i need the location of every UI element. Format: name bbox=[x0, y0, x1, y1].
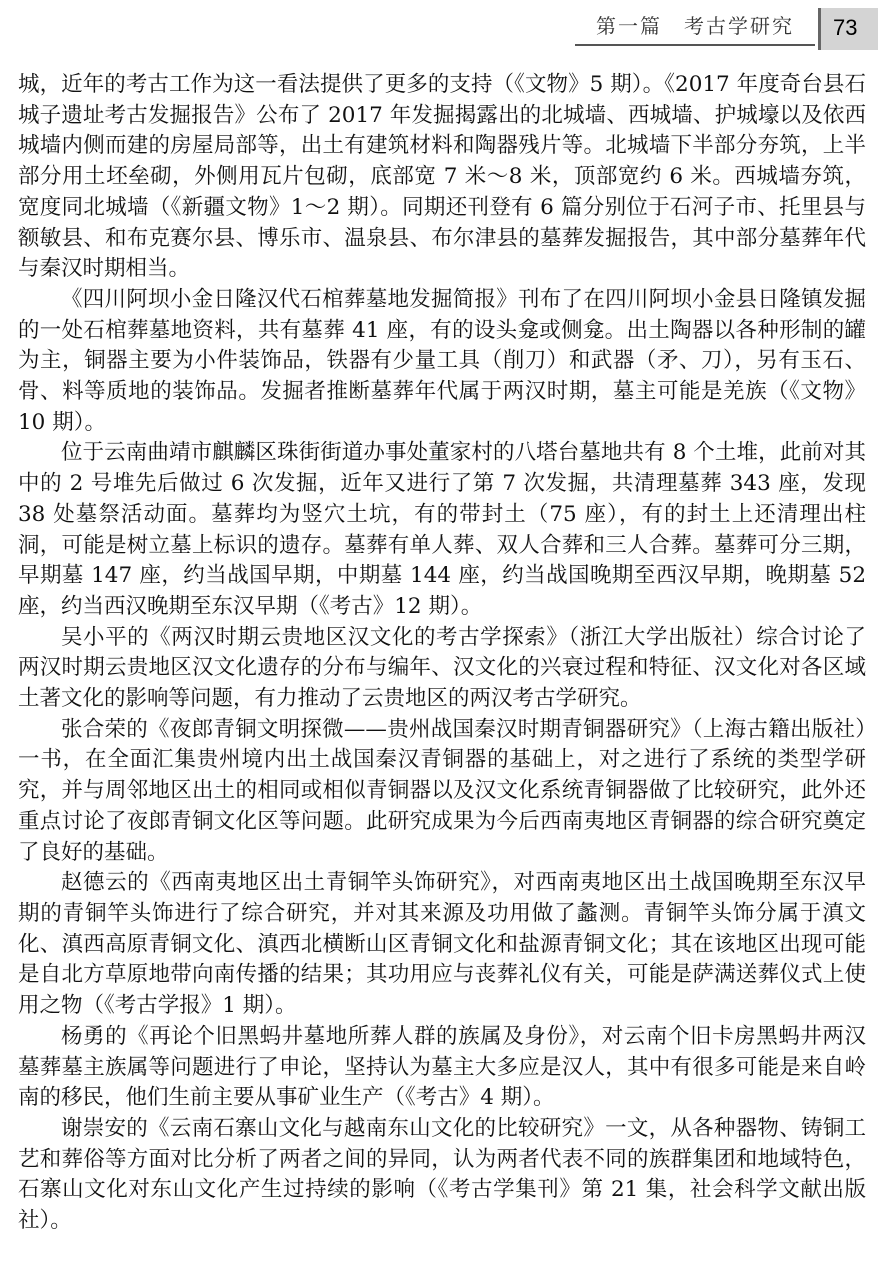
paragraph-yang-yong: 杨勇的《再论个旧黑蚂井墓地所葬人群的族属及身份》，对云南个旧卡房黑蚂井两汉墓葬墓主族属等问题进行了申论，坚持认为墓主大多应是汉人，其中有很多可能是来自岭南的移民，他们生前主要从事矿业生产（《考古》4 期）。 bbox=[18, 1023, 866, 1111]
paragraph-continued: 城，近年的考古工作为这一看法提供了更多的支持（《文物》5 期）。《2017 年度奇台县石城子遗址考古发掘报告》公布了 2017 年发掘揭露出的北城墙、西城墙、护城壕以及依西城墙内侧而建的房屋局部等，出土有建筑材料和陶器残片等。北城墙下半部分夯筑，上半部分用土坯垒砌，外侧用瓦片包砌，底部宽 7 米～8 米，顶部宽约 6 米。西城墙夯筑，宽度同北城墙（《新疆文物》1～2 期）。同期还刊登有 6 篇分别位于石河子市、托里县与额敏县、和布克赛尔县、博乐市、温泉县、布尔津县的墓葬发掘报告，其中部分墓葬年代与秦汉时期相当。 bbox=[18, 72, 866, 282]
page-header bbox=[0, 0, 878, 50]
paragraph-zhang-herong: 张合荣的《夜郎青铜文明探微——贵州战国秦汉时期青铜器研究》（上海古籍出版社）一书，在全面汇集贵州境内出土战国秦汉青铜器的基础上，对之进行了系统的类型学研究，并与周邻地区出土的相同或相似青铜器以及汉文化系统青铜器做了比较研究，此外还重点讨论了夜郎青铜文化区等问题。此研究成果为今后西南夷地区青铜器的综合研究奠定了良好的基础。 bbox=[18, 716, 866, 865]
page-number-box bbox=[818, 8, 878, 50]
page-number: 73 bbox=[833, 15, 858, 40]
body-text bbox=[18, 70, 866, 1237]
paragraph-zhao-deyun: 赵德云的《西南夷地区出土青铜竿头饰研究》，对西南夷地区出土战国晚期至东汉早期的青铜竿头饰进行了综合研究，并对其来源及功用做了蠡测。青铜竿头饰分属于滇文化、滇西高原青铜文化、滇西北横断山区青铜文化和盐源青铜文化；其在该地区出现可能是自北方草原地带向南传播的结果；其功用应与丧葬礼仪有关，可能是萨满送葬仪式上使用之物（《考古学报》1 期）。 bbox=[18, 870, 866, 1019]
paragraph-xie-chongan: 谢崇安的《云南石寨山文化与越南东山文化的比较研究》一文，从各种器物、铸铜工艺和葬俗等方面对比分析了两者之间的异同，认为两者代表不同的族群集团和地域特色，石寨山文化对东山文化产生过持续的影响（《考古学集刊》第 21 集，社会科学文献出版社）。 bbox=[18, 1115, 866, 1234]
paragraph-wu-xiaoping: 吴小平的《两汉时期云贵地区汉文化的考古学探索》（浙江大学出版社）综合讨论了两汉时期云贵地区汉文化遗存的分布与编年、汉文化的兴衰过程和特征、汉文化对各区域土著文化的影响等问题，有力推动了云贵地区的两汉考古学研究。 bbox=[18, 624, 866, 712]
section-title: 第一篇 考古学研究 bbox=[596, 14, 794, 38]
paragraph-xiaojin-rilong: 《四川阿坝小金日隆汉代石棺葬墓地发掘简报》刊布了在四川阿坝小金县日隆镇发掘的一处石棺葬墓地资料，共有墓葬 41 座，有的设头龛或侧龛。出土陶器以各种形制的罐为主，铜器主要为小件装饰品，铁器有少量工具（削刀）和武器（矛、刀），另有玉石、骨、料等质地的装饰品。发掘者推断墓葬年代属于两汉时期，墓主可能是羌族（《文物》10 期）。 bbox=[18, 286, 866, 435]
paragraph-batatai: 位于云南曲靖市麒麟区珠街街道办事处董家村的八塔台墓地共有 8 个土堆，此前对其中的 2 号堆先后做过 6 次发掘，近年又进行了第 7 次发掘，共清理墓葬 343 座，发现 38 处墓祭活动面。墓葬均为竖穴土坑，有的带封土（75 座），有的封土上还清理出柱洞，可能是树立墓上标识的遗存。墓葬有单人葬、双人合葬和三人合葬。墓葬可分三期，早期墓 147 座，约当战国早期，中期墓 144 座，约当战国晚期至西汉早期，晚期墓 52 座，约当西汉晚期至东汉早期（《考古》12 期）。 bbox=[18, 440, 866, 619]
header-rule bbox=[575, 44, 815, 46]
